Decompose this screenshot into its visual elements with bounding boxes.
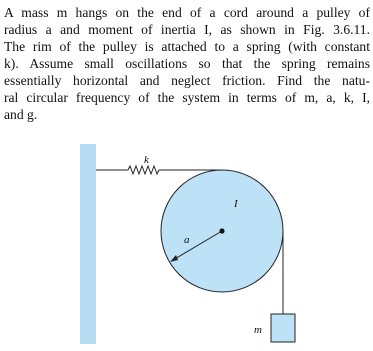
wall [80, 144, 96, 344]
spring [128, 166, 159, 174]
mass-label: m [254, 324, 262, 336]
radius-label: a [184, 234, 190, 246]
problem-line: A mass m hangs on the end of a cord around a pulley of [4, 5, 370, 20]
spring-label: k [144, 154, 149, 166]
problem-line: essentially horizontal and neglect friction. Find the natu- [4, 73, 370, 88]
inertia-label: I [234, 198, 238, 210]
problem-line: k). Assume small oscillations so that the spring remains [4, 56, 370, 71]
problem-line: radius a and moment of inertia I, as shown in Fig. 3.6.11. [4, 22, 370, 37]
mass-block [271, 314, 295, 342]
problem-line: and g. [4, 107, 38, 122]
problem-line: The rim of the pulley is attached to a spring (with constant [4, 39, 370, 54]
problem-line: ral circular frequency of the system in terms of m, a, k, I, [4, 90, 370, 105]
